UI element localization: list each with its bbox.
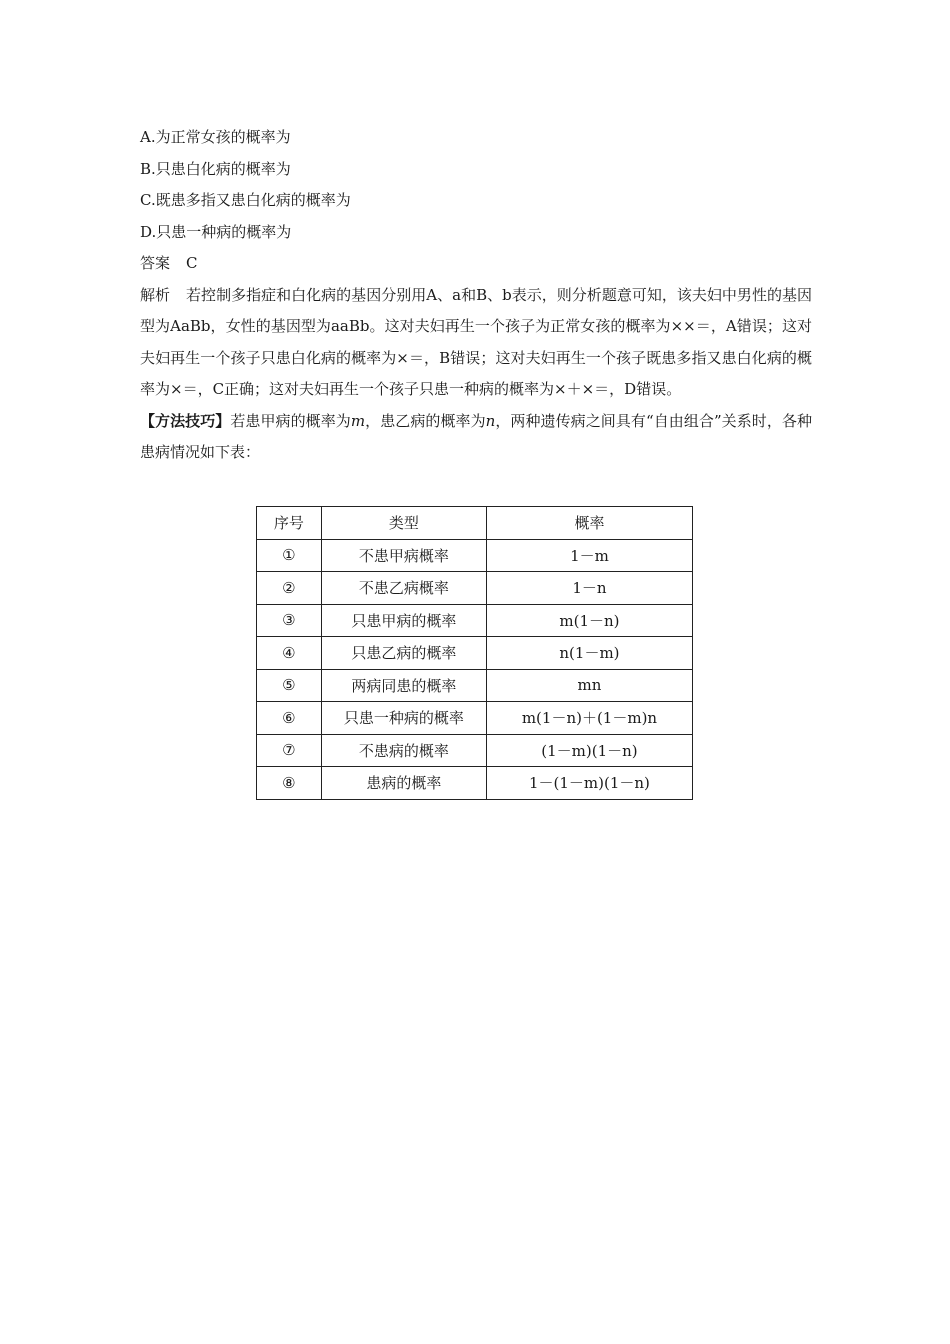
table-header-row — [257, 507, 693, 540]
table-row — [257, 637, 693, 670]
row-number: ④ — [257, 637, 322, 670]
header-probability: 概率 — [486, 507, 692, 540]
option-b: B.只患白化病的概率为 — [140, 159, 291, 178]
method-text-2: ，患乙病的概率为 — [365, 411, 486, 430]
answer-label: 答案 — [140, 254, 171, 272]
option-c: C.既患多指又患白化病的概率为 — [140, 191, 351, 209]
table-row — [257, 539, 693, 572]
table-row — [257, 669, 693, 702]
table-row — [257, 767, 693, 800]
row-type: 只患甲病的概率 — [321, 604, 486, 637]
option-d: D.只患一种病的概率为 — [140, 222, 292, 241]
method-var-m: m — [350, 411, 366, 430]
table-row — [257, 604, 693, 637]
row-number: ⑥ — [257, 702, 322, 735]
method-text-1: 若患甲病的概率为 — [230, 411, 351, 430]
answer-line — [140, 248, 812, 280]
row-probability: 1－n — [486, 572, 692, 605]
row-probability: m(1－n) — [486, 604, 692, 637]
method-var-n: n — [485, 411, 496, 430]
analysis-text: 若控制多指症和白化病的基因分别用A、a和B、b表示，则分析题意可知，该夫妇中男性的基因型为AaBb，女性的基因型为aaBb。这对夫妇再生一个孩子为正常女孩的概率为××＝，A错误；这对夫妇再生一个孩子只患白化病的概率为×＝，B错误；这对夫妇再生一个孩子既患多指又患白化病的概率为×＝，C正确；这对夫妇再生一个孩子只患一种病的概率为×＋×＝，D错误。 — [140, 285, 812, 398]
row-type: 不患病的概率 — [321, 734, 486, 767]
row-number: ① — [257, 539, 322, 572]
row-probability: m(1－n)＋(1－m)n — [486, 702, 692, 735]
row-type: 不患甲病概率 — [321, 539, 486, 572]
header-number: 序号 — [257, 507, 322, 540]
method-label: 【方法技巧】 — [140, 411, 231, 430]
method-text-3: ，两种遗传病之间具有“自由组合”关系时，各种患病情况如下表： — [140, 411, 812, 461]
row-number: ⑤ — [257, 669, 322, 702]
row-number: ⑧ — [257, 767, 322, 800]
row-probability: mn — [486, 669, 692, 702]
table-row — [257, 734, 693, 767]
row-probability: (1－m)(1－n) — [486, 734, 692, 767]
document-body — [140, 122, 812, 469]
row-number: ② — [257, 572, 322, 605]
row-number: ⑦ — [257, 734, 322, 767]
row-type: 两病同患的概率 — [321, 669, 486, 702]
header-type: 类型 — [321, 507, 486, 540]
row-type: 只患乙病的概率 — [321, 637, 486, 670]
row-type: 患病的概率 — [321, 767, 486, 800]
analysis-paragraph — [140, 280, 812, 406]
row-probability: 1－m — [486, 539, 692, 572]
row-number: ③ — [257, 604, 322, 637]
answer-value: C — [186, 254, 198, 272]
row-probability: n(1－m) — [486, 637, 692, 670]
analysis-label: 解析 — [140, 285, 171, 304]
option-a: A.为正常女孩的概率为 — [140, 128, 291, 146]
probability-table — [256, 506, 693, 800]
method-paragraph — [140, 406, 812, 469]
table-row — [257, 572, 693, 605]
row-type: 不患乙病概率 — [321, 572, 486, 605]
table-row — [257, 702, 693, 735]
row-probability: 1－(1－m)(1－n) — [486, 767, 692, 800]
row-type: 只患一种病的概率 — [321, 702, 486, 735]
